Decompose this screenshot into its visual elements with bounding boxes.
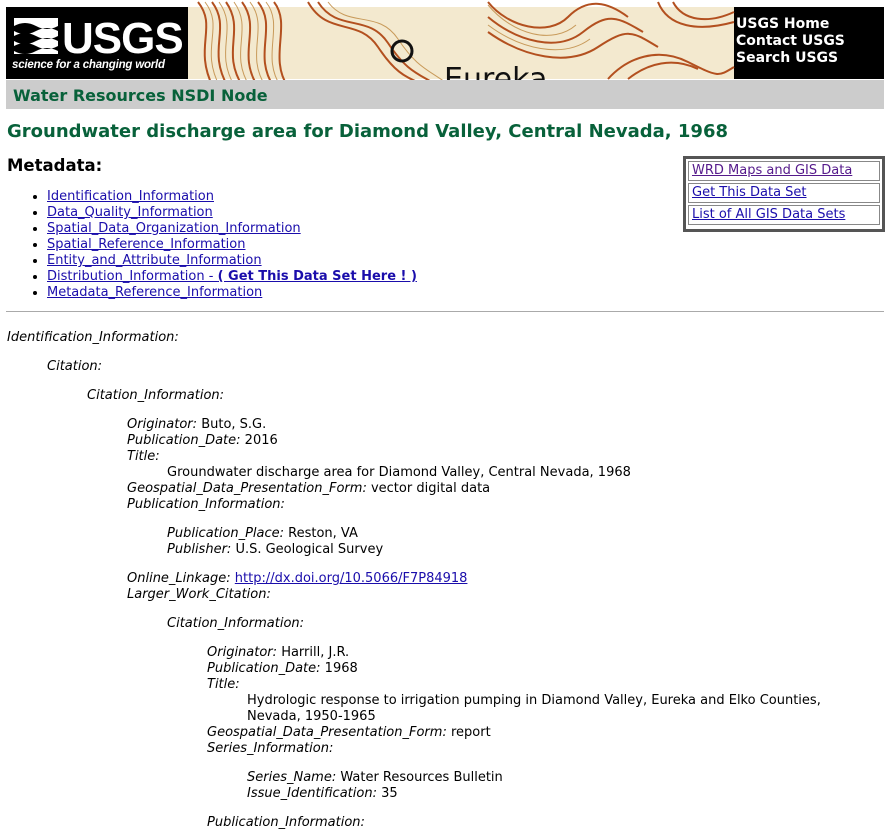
lw-geo-form-row (207, 725, 491, 741)
lw-title-line-2: Nevada, 1950-1965 (247, 709, 376, 724)
side-links-box (683, 156, 885, 232)
online-linkage-label: Online_Linkage: (127, 571, 231, 586)
section-divider (6, 311, 884, 312)
issue-label: Issue_Identification: (247, 786, 377, 801)
pub-date-row (127, 433, 278, 449)
get-data-set-link[interactable]: Get This Data Set (688, 183, 880, 203)
pub-place-row (167, 526, 358, 542)
metadata-heading: Metadata: (7, 156, 103, 175)
lw-title-line-1: Hydrologic response to irrigation pumping in Diamond Valley, Eureka and Elko Counties, (247, 693, 821, 708)
lw-citation-information-heading: Citation_Information: (167, 616, 305, 631)
issue-row (247, 786, 398, 802)
lw-originator-value: Harrill, J.R. (281, 645, 350, 660)
usgs-wave-icon (10, 12, 186, 63)
publisher-value: U.S. Geological Survey (235, 542, 384, 557)
toc-metadata-reference-link[interactable]: Metadata_Reference_Information (47, 285, 263, 300)
toc-get-data-here: ( Get This Data Set Here ! ) (217, 269, 417, 284)
toc-item (47, 285, 417, 301)
toc-spatial-reference-link[interactable]: Spatial_Reference_Information (47, 237, 246, 252)
pub-place-label: Publication_Place: (167, 526, 285, 541)
wrd-maps-link[interactable]: WRD Maps and GIS Data (688, 161, 880, 181)
search-usgs-link[interactable]: Search USGS (736, 50, 839, 66)
toc-item (47, 189, 417, 205)
lw-pub-date-row (207, 661, 358, 677)
geo-form-value: vector digital data (370, 481, 491, 496)
toc-spatial-data-org-link[interactable]: Spatial_Data_Organization_Information (47, 221, 301, 236)
toc-data-quality-link[interactable]: Data_Quality_Information (47, 205, 213, 220)
series-name-value: Water Resources Bulletin (340, 770, 503, 785)
lw-title-label: Title: (207, 677, 240, 692)
node-title-bar (6, 80, 884, 109)
topo-map-banner (188, 7, 734, 79)
lw-originator-label: Originator: (207, 645, 278, 660)
citation-heading: Citation: (47, 359, 103, 374)
publisher-row (167, 542, 383, 558)
usgs-logo[interactable] (6, 7, 186, 79)
geo-form-row (127, 481, 490, 497)
toc-distribution-link[interactable] (47, 269, 417, 284)
originator-label: Originator: (127, 417, 198, 432)
pub-info-label: Publication_Information: (127, 497, 285, 512)
metadata-toc (28, 189, 417, 301)
publisher-label: Publisher: (167, 542, 232, 557)
header-links (736, 16, 845, 67)
pub-date-value: 2016 (244, 433, 278, 448)
list-gis-data-sets-link[interactable]: List of All GIS Data Sets (688, 205, 880, 225)
originator-value: Buto, S.G. (201, 417, 267, 432)
toc-entity-attribute-link[interactable]: Entity_and_Attribute_Information (47, 253, 262, 268)
series-info-label: Series_Information: (207, 741, 334, 756)
usgs-logo-text: USGS (62, 14, 183, 63)
title-label: Title: (127, 449, 160, 464)
usgs-header (6, 7, 884, 79)
lw-pub-date-value: 1968 (324, 661, 358, 676)
toc-distribution-label: Distribution_Information - (47, 269, 218, 284)
pub-place-value: Reston, VA (288, 526, 358, 541)
toc-item (47, 221, 417, 237)
series-name-row (247, 770, 503, 786)
identification-heading: Identification_Information: (7, 330, 179, 345)
title-value: Groundwater discharge area for Diamond Valley, Central Nevada, 1968 (167, 465, 631, 480)
contact-usgs-link[interactable]: Contact USGS (736, 33, 845, 49)
series-name-label: Series_Name: (247, 770, 337, 785)
toc-identification-link[interactable]: Identification_Information (47, 189, 214, 204)
lw-pub-date-label: Publication_Date: (207, 661, 321, 676)
doi-link[interactable]: http://dx.doi.org/10.5066/F7P84918 (234, 571, 468, 586)
lw-originator-row (207, 645, 349, 661)
page-title: Groundwater discharge area for Diamond Valley, Central Nevada, 1968 (7, 121, 728, 142)
issue-value: 35 (381, 786, 398, 801)
geo-form-label: Geospatial_Data_Presentation_Form: (127, 481, 367, 496)
citation-information-heading: Citation_Information: (87, 388, 225, 403)
lw-geo-form-label: Geospatial_Data_Presentation_Form: (207, 725, 447, 740)
usgs-home-link[interactable]: USGS Home (736, 16, 830, 32)
toc-item (47, 237, 417, 253)
originator-row (127, 417, 266, 433)
usgs-tagline: science for a changing world (12, 59, 165, 71)
node-title: Water Resources NSDI Node (13, 86, 268, 105)
pub-date-label: Publication_Date: (127, 433, 241, 448)
toc-item (47, 253, 417, 269)
toc-item (47, 205, 417, 221)
larger-work-label: Larger_Work_Citation: (127, 587, 271, 602)
toc-item (47, 269, 417, 285)
online-linkage-row (127, 571, 467, 587)
lw-pub-info-label: Publication_Information: (207, 815, 365, 830)
lw-geo-form-value: report (450, 725, 491, 740)
